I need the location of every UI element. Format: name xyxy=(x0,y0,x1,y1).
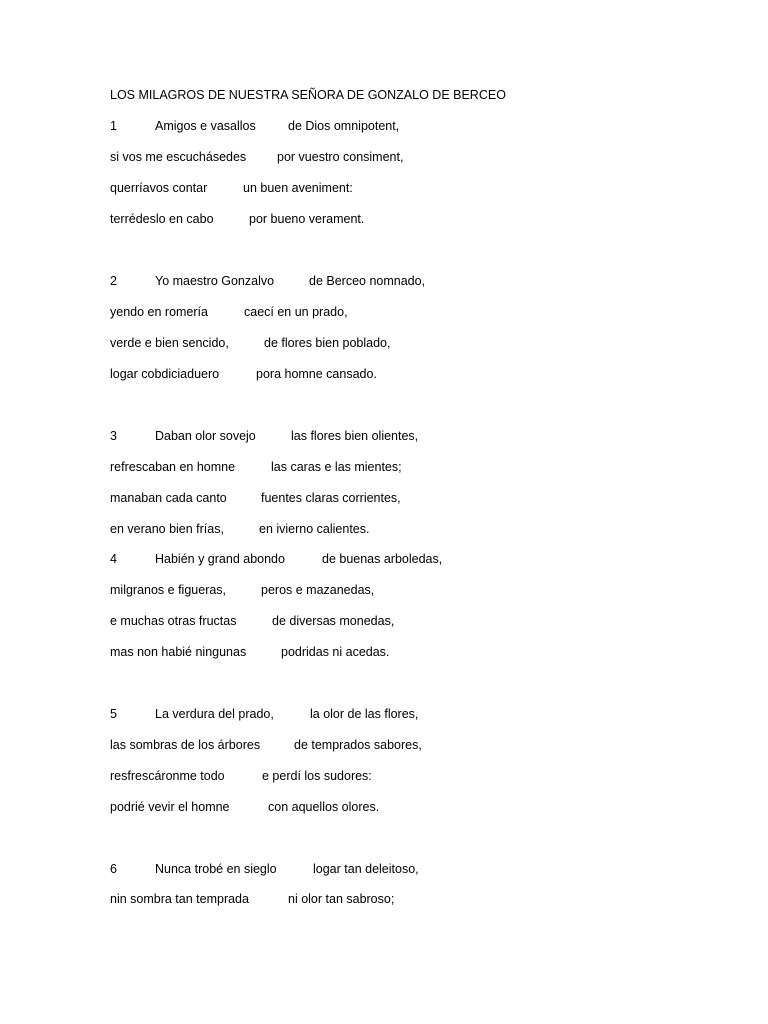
second-hemistich: en ivierno calientes. xyxy=(259,522,370,536)
second-hemistich: e perdí los sudores: xyxy=(262,769,372,783)
second-hemistich: un buen aveniment: xyxy=(243,181,353,195)
second-hemistich: pora homne cansado. xyxy=(256,367,377,381)
stanza-number: 3 xyxy=(110,429,117,443)
first-hemistich: verde e bien sencido, xyxy=(110,336,229,350)
document-title: LOS MILAGROS DE NUESTRA SEÑORA DE GONZALO DE BERCEO xyxy=(110,88,506,102)
first-hemistich: las sombras de los árbores xyxy=(110,738,261,752)
second-hemistich: de flores bien poblado, xyxy=(264,336,391,350)
stanza-number: 4 xyxy=(110,552,117,566)
stanza-number: 5 xyxy=(110,707,117,721)
first-hemistich: refrescaban en homne xyxy=(110,460,236,474)
stanza-number: 6 xyxy=(110,862,117,876)
second-hemistich: fuentes claras corrientes, xyxy=(261,491,401,505)
first-hemistich: podrié vevir el homne xyxy=(110,800,230,814)
first-hemistich: manaban cada canto xyxy=(110,491,227,505)
second-hemistich: de Dios omnipotent, xyxy=(288,119,400,133)
stanza-number: 1 xyxy=(110,119,117,133)
first-hemistich: terrédeslo en cabo xyxy=(110,212,214,226)
first-hemistich: resfrescáronme todo xyxy=(110,769,225,783)
second-hemistich: ni olor tan sabroso; xyxy=(288,892,395,906)
second-hemistich: de Berceo nomnado, xyxy=(309,274,426,288)
first-hemistich: La verdura del prado, xyxy=(155,707,274,721)
second-hemistich: las flores bien olientes, xyxy=(291,429,419,443)
first-hemistich: mas non habié ningunas xyxy=(110,645,247,659)
first-hemistich: logar cobdiciaduero xyxy=(110,367,220,381)
first-hemistich: si vos me escuchásedes xyxy=(110,150,247,164)
first-hemistich: nin sombra tan temprada xyxy=(110,892,249,906)
first-hemistich: yendo en romería xyxy=(110,305,208,319)
second-hemistich: las caras e las mientes; xyxy=(271,460,402,474)
second-hemistich: peros e mazanedas, xyxy=(261,583,375,597)
first-hemistich: Daban olor sovejo xyxy=(155,429,256,443)
stanza-number: 2 xyxy=(110,274,117,288)
second-hemistich: por vuestro consiment, xyxy=(277,150,404,164)
second-hemistich: caecí en un prado, xyxy=(244,305,348,319)
second-hemistich: de diversas monedas, xyxy=(272,614,395,628)
second-hemistich: la olor de las flores, xyxy=(310,707,419,721)
first-hemistich: Amigos e vasallos xyxy=(155,119,256,133)
second-hemistich: con aquellos olores. xyxy=(268,800,380,814)
second-hemistich: de temprados sabores, xyxy=(294,738,422,752)
second-hemistich: por bueno verament. xyxy=(249,212,365,226)
first-hemistich: Yo maestro Gonzalvo xyxy=(155,274,275,288)
first-hemistich: milgranos e figueras, xyxy=(110,583,227,597)
second-hemistich: podridas ni acedas. xyxy=(281,645,390,659)
first-hemistich: querríavos contar xyxy=(110,181,208,195)
first-hemistich: Nunca trobé en sieglo xyxy=(155,862,277,876)
second-hemistich: logar tan deleitoso, xyxy=(313,862,419,876)
first-hemistich: en verano bien frías, xyxy=(110,522,224,536)
first-hemistich: e muchas otras fructas xyxy=(110,614,237,628)
first-hemistich: Habién y grand abondo xyxy=(155,552,285,566)
second-hemistich: de buenas arboledas, xyxy=(322,552,443,566)
